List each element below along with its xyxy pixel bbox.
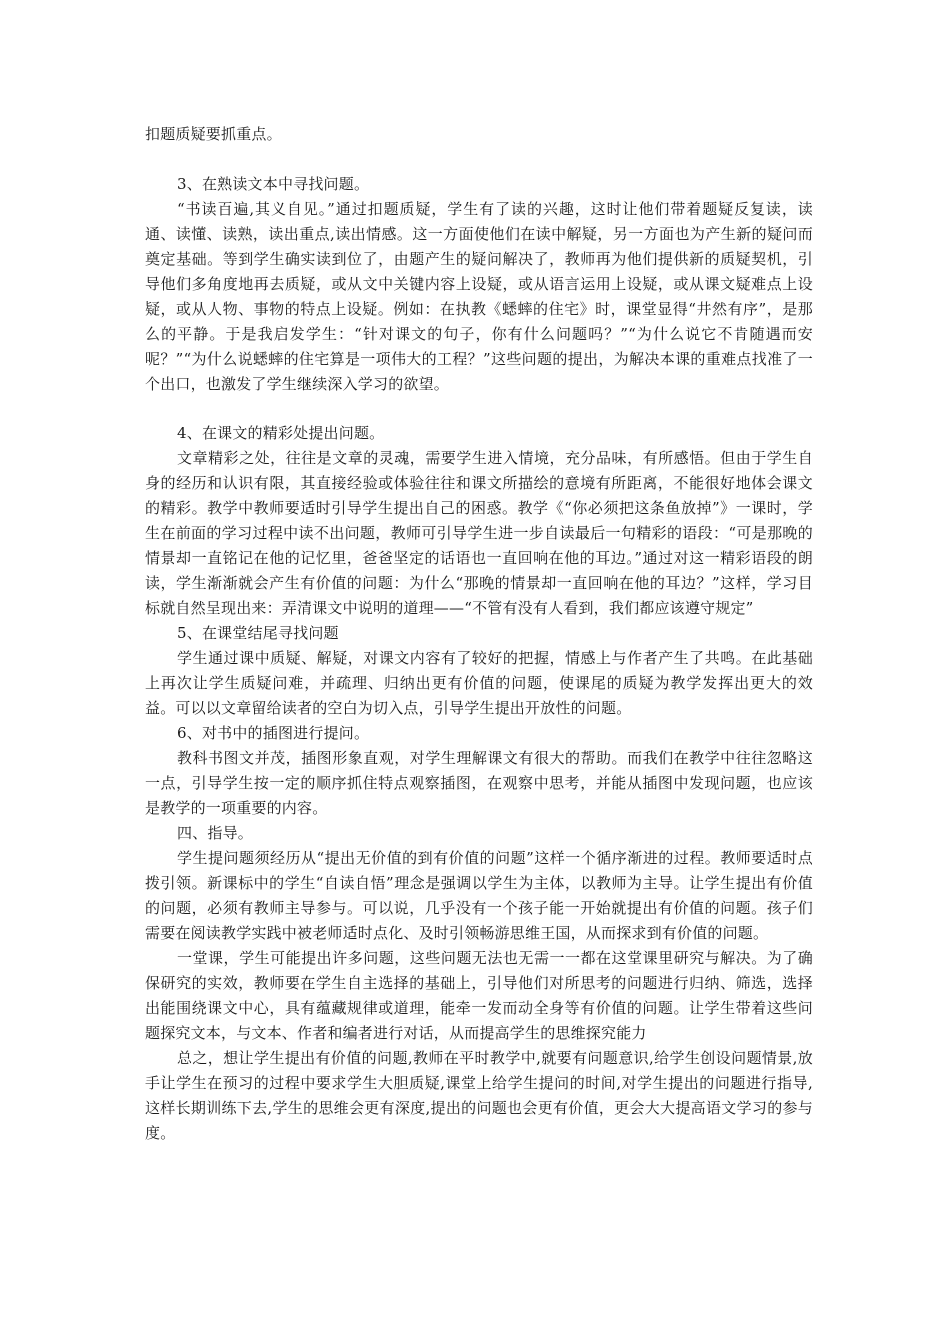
paragraph-section-6: 教科书图文并茂，插图形象直观，对学生理解课文有很大的帮助。而我们在教学中往往忽略这一点，引导学生按一定的顺序抓住特点观察插图，在观察中思考，并能从插图中发现问题，也应该是教学的一项重要的内容。 bbox=[145, 749, 813, 817]
paragraph-conclusion: 总之，想让学生提出有价值的问题,教师在平时教学中,就要有问题意识,给学生创设问题情景,放手让学生在预习的过程中要求学生大胆质疑,课堂上给学生提问的时间,对学生提出的问题进行指导,这样长期训练下去,学生的思维会更有深度,提出的问题也会更有价值，更会大大提高语文学习的参与度。 bbox=[145, 1049, 813, 1142]
section-heading-4: 4、在课文的精彩处提出问题。 bbox=[177, 424, 385, 442]
section-heading-guidance: 四、指导。 bbox=[177, 824, 254, 842]
section-heading-3: 3、在熟读文本中寻找问题。 bbox=[177, 175, 370, 193]
paragraph-guidance-2: 一堂课，学生可能提出许多问题，这些问题无法也无需一一都在这堂课里研究与解决。为了确保研究的实效，教师要在学生自主选择的基础上，引导他们对所思考的问题进行归纳、筛选，选择出能围绕课文中心，具有蕴藏规律或道理，能牵一发而动全身等有价值的问题。让学生带着这些问题探究文本，与文本、作者和编者进行对话，从而提高学生的思维探究能力 bbox=[145, 949, 813, 1042]
document-page bbox=[145, 122, 813, 1146]
section-heading-6: 6、对书中的插图进行提问。 bbox=[177, 724, 370, 742]
paragraph-guidance-1: 学生提问题须经历从“提出无价值的到有价值的问题”这样一个循序渐进的过程。教师要适时点拨引领。新课标中的学生“自读自悟”理念是强调以学生为主体，以教师为主导。让学生提出有价值的问题，必须有教师主导参与。可以说，几乎没有一个孩子能一开始就提出有价值的问题。孩子们需要在阅读教学实践中被老师适时点化、及时引领畅游思维王国，从而探求到有价值的问题。 bbox=[145, 849, 813, 942]
paragraph-section-5: 学生通过课中质疑、解疑，对课文内容有了较好的把握，情感上与作者产生了共鸣。在此基础上再次让学生质疑问难，并疏理、归纳出更有价值的问题，使课尾的质疑为教学发挥出更大的效益。可以以文章留给读者的空白为切入点，引导学生提出开放性的问题。 bbox=[145, 649, 813, 717]
paragraph-section-4: 文章精彩之处，往往是文章的灵魂，需要学生进入情境，充分品味，有所感悟。但由于学生自身的经历和认识有限，其直接经验或体验往往和课文所描绘的意境有所距离，不能很好地体会课文的精彩。教学中教师要适时引导学生提出自己的困惑。教学《“你必须把这条鱼放掉”》一课时，学生在前面的学习过程中读不出问题，教师可引导学生进一步自读最后一句精彩的语段：“可是那晚的情景却一直铭记在他的记忆里，爸爸坚定的话语也一直回响在他的耳边。”通过对这一精彩语段的朗读，学生渐渐就会产生有价值的问题：为什么“那晚的情景却一直回响在他的耳边？”这样，学习目标就自然呈现出来：弄清课文中说明的道理——“不管有没有人看到，我们都应该遵守规定” bbox=[145, 449, 813, 617]
section-heading-5: 5、在课堂结尾寻找问题 bbox=[177, 624, 339, 642]
paragraph-intro: 扣题质疑要抓重点。 bbox=[145, 125, 282, 143]
paragraph-section-3: “书读百遍,其义自见。”通过扣题质疑，学生有了读的兴趣，这时让他们带着题疑反复读，读通、读懂、读熟，读出重点,读出情感。这一方面使他们在读中解疑，另一方面也为产生新的疑问而奠定基础。等到学生确实读到位了，由题产生的疑问解决了，教师再为他们提供新的质疑契机，引导他们多角度地再去质疑，或从文中关键内容上设疑，或从语言运用上设疑，或从课文疑难点上设疑，或从人物、事物的特点上设疑。例如：在执教《蟋蟀的住宅》时，课堂显得“井然有序”，是那么的平静。于是我启发学生：“针对课文的句子，你有什么问题吗？”“为什么说它不肯随遇而安呢？”“为什么说蟋蟀的住宅算是一项伟大的工程？”这些问题的提出，为解决本课的重难点找准了一个出口，也激发了学生继续深入学习的欲望。 bbox=[145, 200, 813, 393]
